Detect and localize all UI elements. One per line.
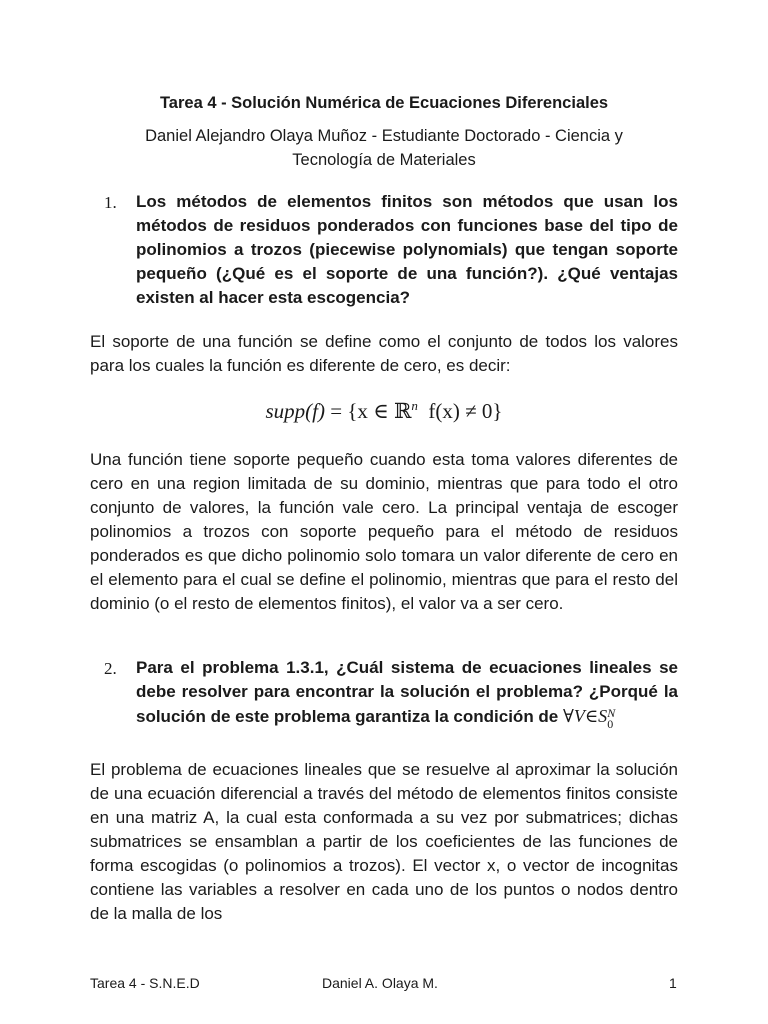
footer-center: Daniel A. Olaya M.	[322, 975, 438, 991]
equation-rhs-open: {x ∈ ℝ	[347, 399, 412, 423]
question-2-block	[136, 656, 678, 730]
support-equation	[0, 398, 768, 424]
equation-rhs-close: f(x) ≠ 0}	[428, 399, 503, 423]
question-2-condition	[563, 706, 616, 731]
question-2-number: 2.	[104, 659, 117, 678]
equation-rhs-exponent: n	[411, 398, 418, 413]
condition-sub: 0	[607, 717, 614, 731]
answer-2-paragraph-1: El problema de ecuaciones lineales que se resuelve al aproximar la solución de una ecuación diferencial a través del método de elementos finitos consiste en una matriz A, la cual esta conformada a su vez por submatrices; dichas submatrices se ensamblan a partir de los coeficientes de las funciones de forma escogidas (o polinomios a trozos). El vector x, o vector de incognitas contiene las variables a resolver en cada uno de los puntos o nodos dentro de la malla de los	[90, 760, 678, 923]
equation-lhs: supp(f)	[265, 399, 325, 423]
document-title: Tarea 4 - Solución Numérica de Ecuaciones Diferenciales	[159, 94, 609, 112]
footer-left: Tarea 4 - S.N.E.D	[90, 975, 200, 991]
condition-prefix: ∀V∈S	[563, 706, 608, 726]
footer-page-number: 1	[669, 975, 677, 991]
question-1-text: Los métodos de elementos finitos son métodos que usan los métodos de residuos ponderados con funciones base del tipo de polinomios a trozos (piecewise polynomials) que tengan soporte pequeño (¿Qué es el soporte de una función?). ¿Qué ventajas existen al hacer esta escogencia?	[136, 192, 678, 307]
condition-sup: N	[607, 706, 616, 720]
answer-1-paragraph-2: Una función tiene soporte pequeño cuando esta toma valores diferentes de cero en una region limitada de su dominio, mientras que para todo el otro conjunto de valores, la función vale cero. La principal ventaja de escoger polinomios a trozos con soporte pequeño para el método de residuos ponderados es que dicho polinomio solo tomara un valor diferente de cero en el elemento para el cual se define el polinomio, mientras que para el resto del dominio (o el resto de elementos finitos), el valor va a ser cero.	[90, 450, 678, 613]
document-author: Daniel Alejandro Olaya Muñoz - Estudiante Doctorado - Ciencia y Tecnología de Materiales	[145, 127, 623, 169]
question-1-number: 1.	[104, 193, 117, 212]
equation-equals: =	[330, 399, 343, 423]
answer-1-paragraph-1: El soporte de una función se define como el conjunto de todos los valores para los cuales la función es diferente de cero, es decir:	[90, 332, 678, 375]
question-2-text: Para el problema 1.3.1, ¿Cuál sistema de ecuaciones lineales se debe resolver para encontrar la solución el problema? ¿Porqué la solución de este problema garantiza la condición de	[136, 658, 678, 726]
